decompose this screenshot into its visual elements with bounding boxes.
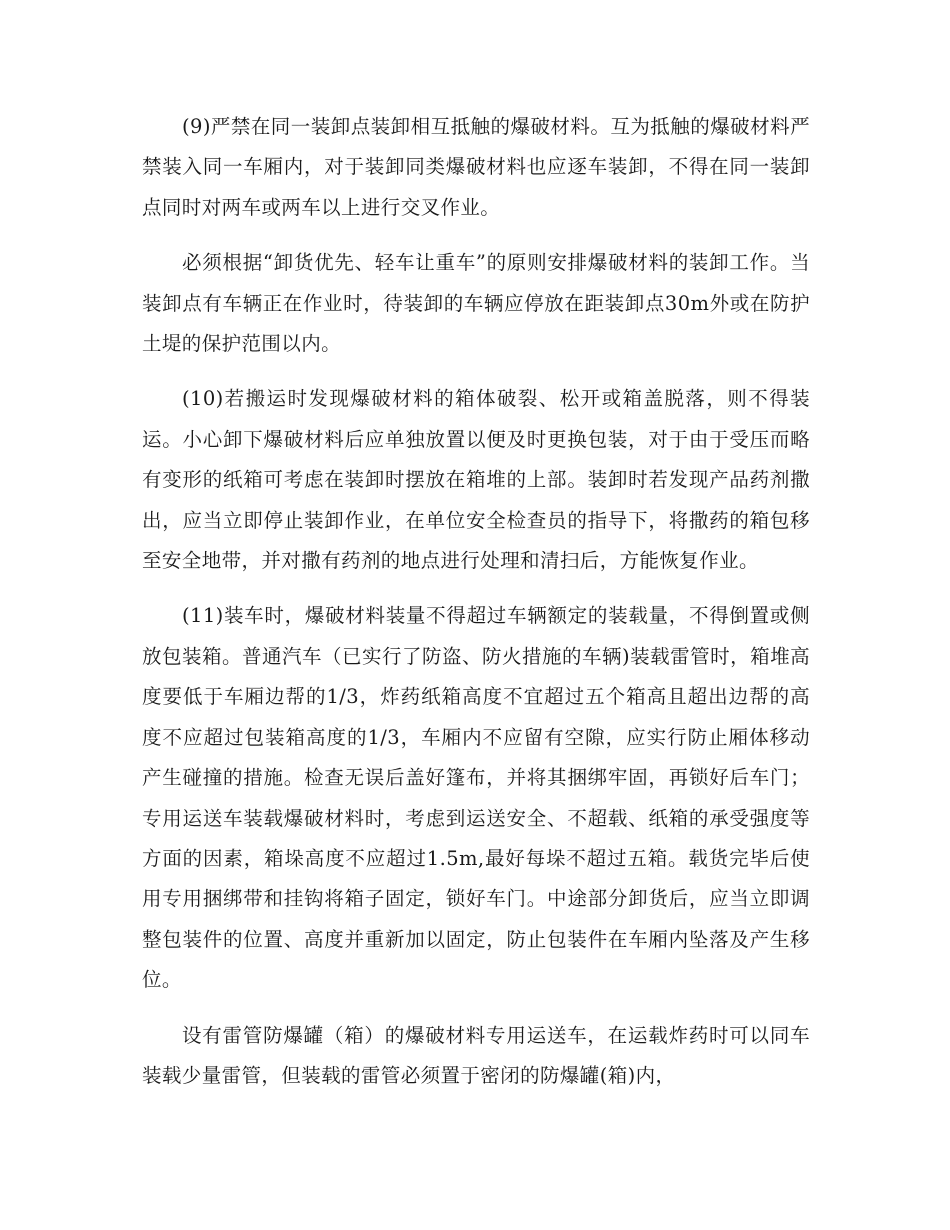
paragraph-rule-10: (10)若搬运时发现爆破材料的箱体破裂、松开或箱盖脱落，则不得装运。小心卸下爆破材料后应单独放置以便及时更换包装，对于由于受压而略有变形的纸箱可考虑在装卸时摆放在箱堆的上部。装卸时若发现产品药剂撒出，应当立即停止装卸作业，在单位安全检查员的指导下，将撒药的箱包移至安全地带，并对撒有药剂的地点进行处理和清扫后，方能恢复作业。 xyxy=(142,387,810,573)
paragraph-detonator-transport: 设有雷管防爆罐（箱）的爆破材料专用运送车，在运载炸药时可以同车装载少量雷管，但装载的雷管必须置于密闭的防爆罐(箱)内， xyxy=(142,1023,810,1087)
paragraph-unloading-priority: 必须根据“卸货优先、轻车让重车”的原则安排爆破材料的装卸工作。当装卸点有车辆正在作业时，待装卸的车辆应停放在距装卸点30m外或在防护土堤的保护范围以内。 xyxy=(142,251,810,356)
paragraph-rule-11: (11)装车时，爆破材料装量不得超过车辆额定的装载量，不得倒置或侧放包装箱。普通汽车（已实行了防盗、防火措施的车辆)装载雷管时，箱堆高度要低于车厢边帮的1/3，炸药纸箱高度不宜超过五个箱高且超出边帮的高度不应超过包装箱高度的1/3，车厢内不应留有空隙，应实行防止厢体移动产生碰撞的措施。检查无误后盖好篷布，并将其捆绑牢固，再锁好后车门；专用运送车装载爆破材料时，考虑到运送安全、不超载、纸箱的承受强度等方面的因素，箱垛高度不应超过1.5m,最好每垛不超过五箱。载货完毕后使用专用捆绑带和挂钩将箱子固定，锁好车门。中途部分卸货后，应当立即调整包装件的位置、高度并重新加以固定，防止包装件在车厢内坠落及产生移位。 xyxy=(142,604,810,992)
document-body xyxy=(142,107,810,1111)
paragraph-rule-9: (9)严禁在同一装卸点装卸相互抵触的爆破材料。互为抵触的爆破材料严禁装入同一车厢内，对于装卸同类爆破材料也应逐车装卸，不得在同一装卸点同时对两车或两车以上进行交叉作业。 xyxy=(142,115,810,219)
